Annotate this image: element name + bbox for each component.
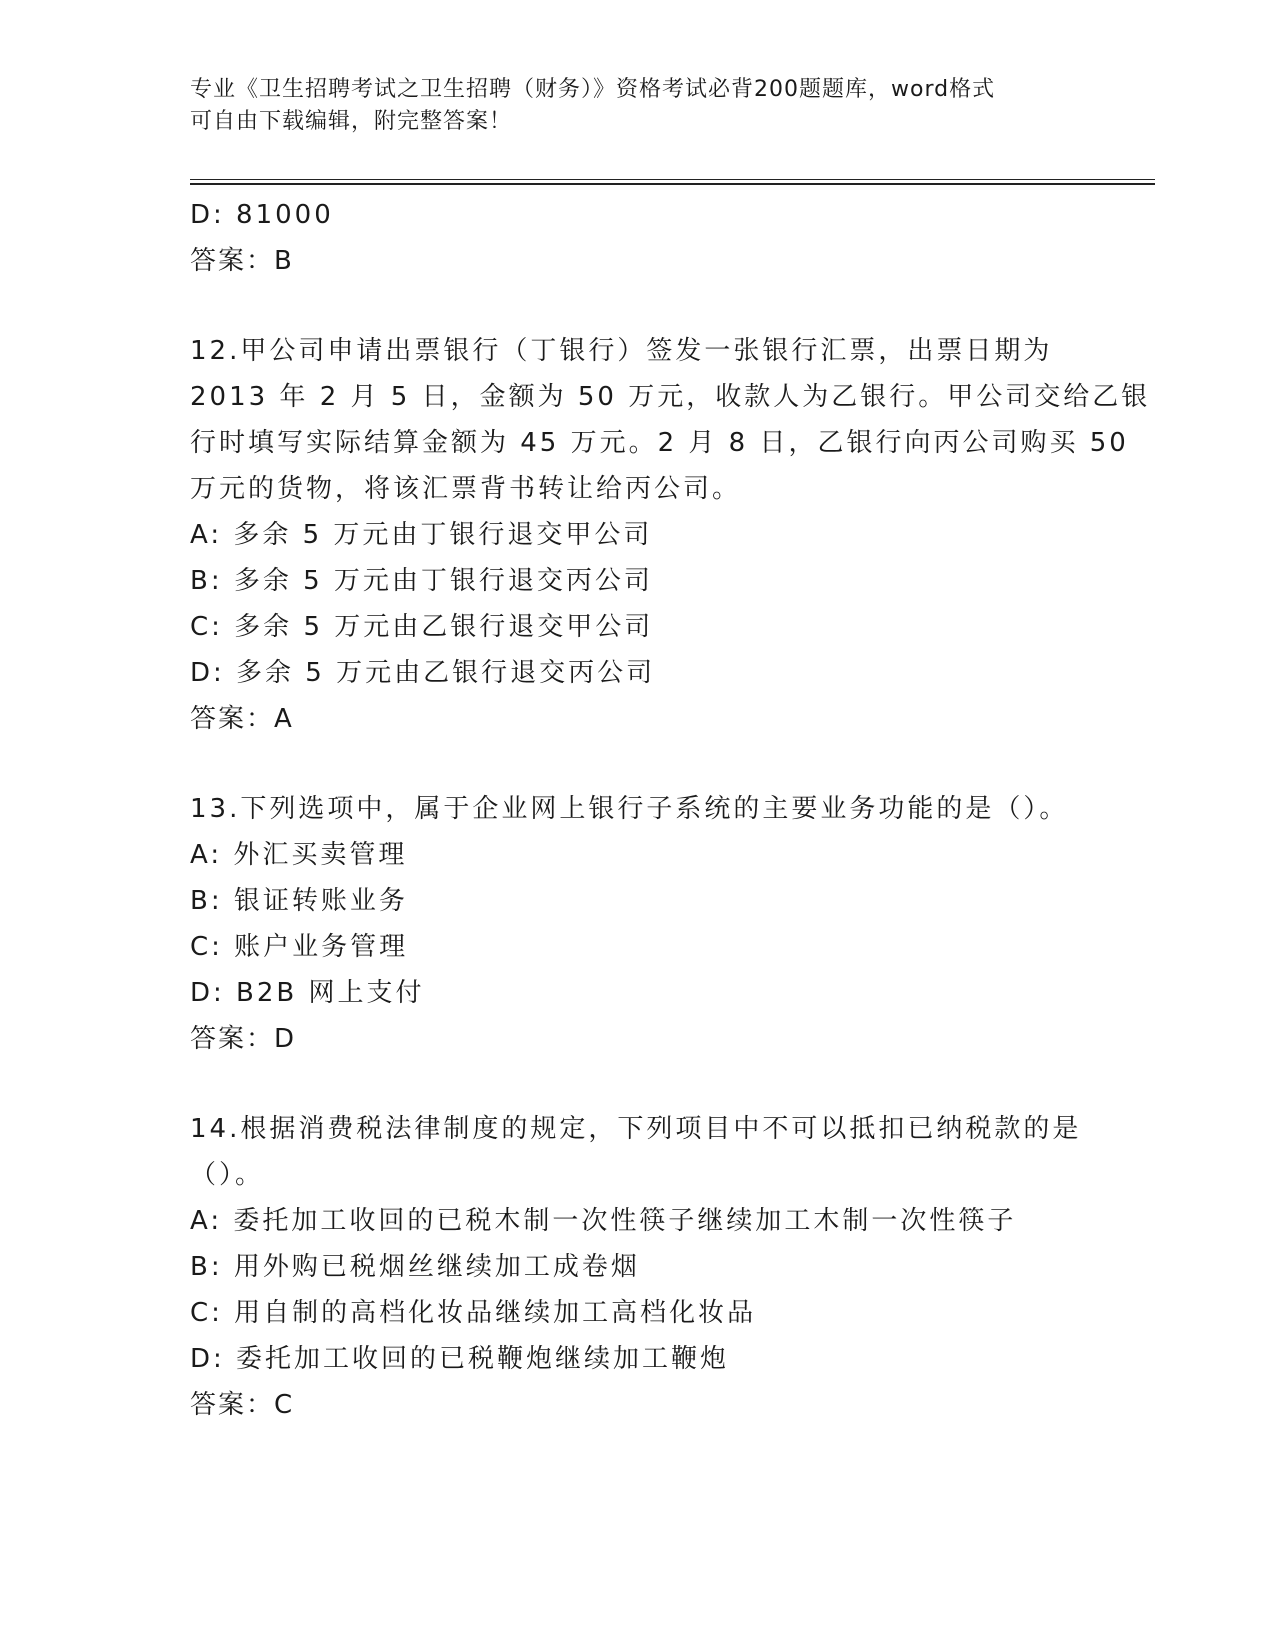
answer-line: 答案：C: [190, 1390, 295, 1420]
answer-line: 答案：B: [190, 246, 294, 276]
question-text-line: 14.根据消费税法律制度的规定，下列项目中不可以抵扣已纳税款的是: [190, 1114, 1082, 1144]
option-b: B: 用外购已税烟丝继续加工成卷烟: [190, 1252, 640, 1282]
option-c: C: 用自制的高档化妆品继续加工高档化妆品: [190, 1298, 757, 1328]
header-divider-thin: [190, 179, 1155, 180]
header-line-2: 可自由下载编辑，附完整答案！: [190, 109, 513, 134]
option-d: D: B2B 网上支付: [190, 978, 425, 1008]
header-divider-thick: [190, 183, 1155, 185]
question-text-line: 行时填写实际结算金额为 45 万元。2 月 8 日，乙银行向丙公司购买 50: [190, 428, 1129, 458]
option-c: C: 多余 5 万元由乙银行退交甲公司: [190, 612, 654, 642]
option-d: D: 委托加工收回的已税鞭炮继续加工鞭炮: [190, 1344, 730, 1374]
option-b: B: 银证转账业务: [190, 886, 408, 916]
question-14: [190, 1106, 1090, 1428]
option-a: A: 多余 5 万元由丁银行退交甲公司: [190, 520, 653, 550]
answer-line: 答案：A: [190, 704, 294, 734]
option-d: D: 多余 5 万元由乙银行退交丙公司: [190, 658, 656, 688]
spacer: [190, 284, 1090, 328]
document-body: [190, 192, 1151, 1428]
option-a: A: 委托加工收回的已税木制一次性筷子继续加工木制一次性筷子: [190, 1206, 1017, 1236]
question-12: [190, 328, 1151, 742]
question-text-line: 万元的货物，将该汇票背书转让给丙公司。: [190, 474, 742, 504]
question-text-line: 12.甲公司申请出票银行（丁银行）签发一张银行汇票，出票日期为: [190, 336, 1053, 366]
spacer: [190, 1062, 1090, 1106]
header-line-1: 专业《卫生招聘考试之卫生招聘（财务）》资格考试必背200题题库，word格式: [190, 77, 996, 102]
option-c: C: 账户业务管理: [190, 932, 409, 962]
question-text-line: （）。: [190, 1160, 265, 1190]
document-header: [190, 74, 1090, 138]
option-b: B: 多余 5 万元由丁银行退交丙公司: [190, 566, 653, 596]
question-text-line: 13.下列选项中，属于企业网上银行子系统的主要业务功能的是（）。: [190, 794, 1069, 824]
option-a: A: 外汇买卖管理: [190, 840, 408, 870]
answer-line: 答案：D: [190, 1024, 297, 1054]
option-d: D: 81000: [190, 200, 334, 230]
previous-question-tail: [190, 192, 1090, 284]
question-13: [190, 786, 1090, 1062]
question-text-line: 2013 年 2 月 5 日，金额为 50 万元，收款人为乙银行。甲公司交给乙银: [190, 382, 1151, 412]
spacer: [190, 742, 1090, 786]
